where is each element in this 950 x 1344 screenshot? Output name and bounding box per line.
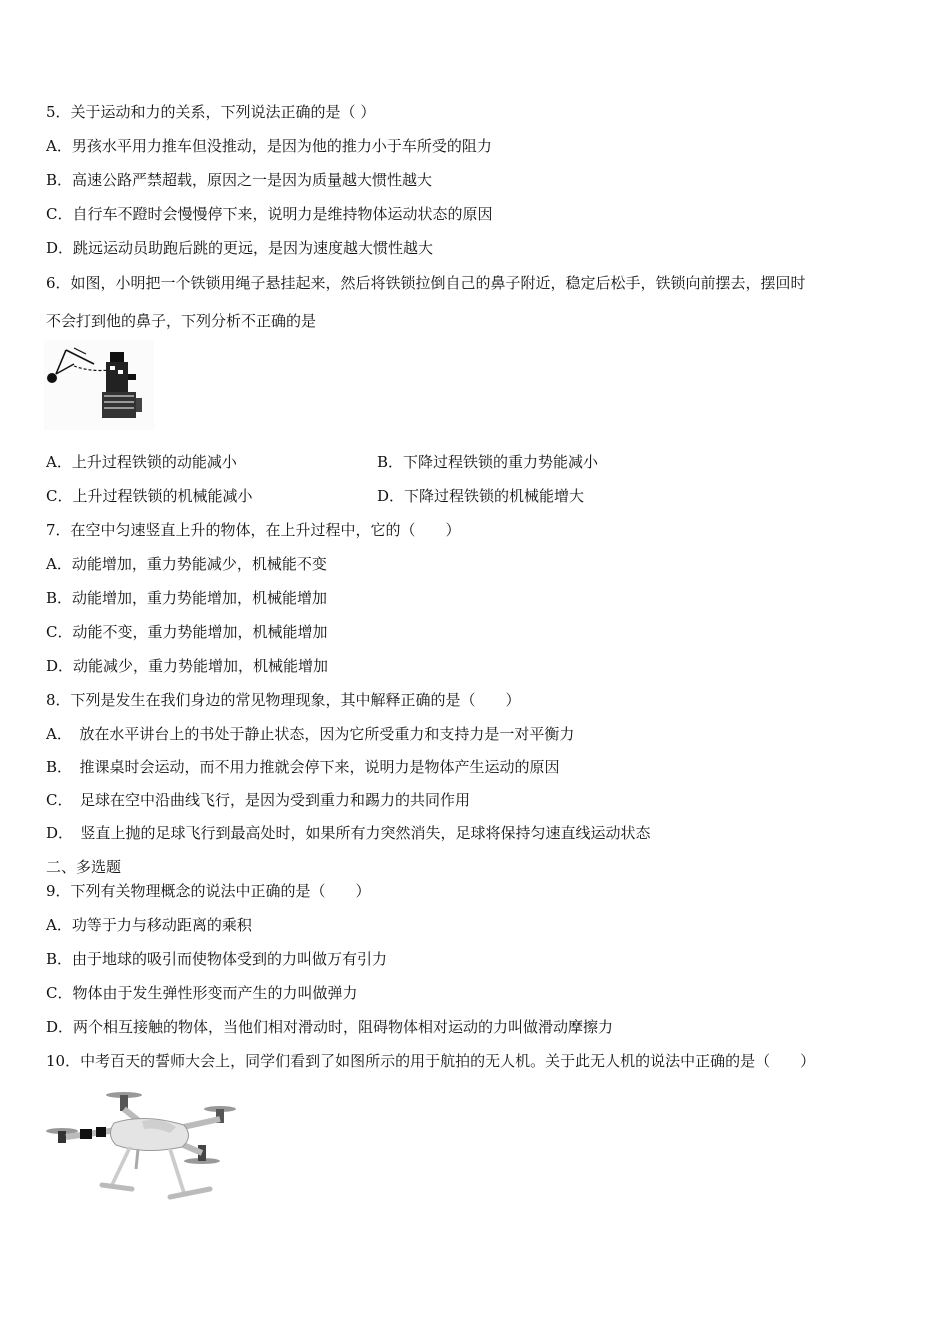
q8-option-b: B． 推课桌时会运动，而不用力推就会停下来，说明力是物体产生运动的原因: [46, 758, 560, 776]
q9-option-a: A．功等于力与移动距离的乘积: [46, 916, 252, 934]
q10-stem: 10．中考百天的誓师大会上，同学们看到了如图所示的用于航拍的无人机。关于此无人机的说法中正确的是（ ）: [46, 1052, 816, 1070]
q6-option-b: B．下降过程铁锁的重力势能减小: [377, 453, 599, 471]
q7-option-b: B．动能增加，重力势能增加，机械能增加: [46, 589, 328, 607]
q8-option-d: D． 竖直上抛的足球飞行到最高处时，如果所有力突然消失，足球将保持匀速直线运动状态: [46, 824, 651, 842]
q6-stem-line1: 6．如图，小明把一个铁锁用绳子悬挂起来，然后将铁锁拉倒自己的鼻子附近，稳定后松手，铁锁向前摆去，摆回时: [46, 274, 806, 292]
q5-option-a: A．男孩水平用力推车但没推动，是因为他的推力小于车所受的阻力: [46, 137, 492, 155]
q5-stem: 5．关于运动和力的关系，下列说法正确的是（ ）: [46, 103, 376, 121]
drone-figure: [44, 1085, 240, 1207]
q9-stem: 9．下列有关物理概念的说法中正确的是（ ）: [46, 882, 371, 900]
q5-option-c: C．自行车不蹬时会慢慢停下来，说明力是维持物体运动状态的原因: [46, 205, 493, 223]
q7-option-d: D．动能减少，重力势能增加，机械能增加: [46, 657, 329, 675]
q8-option-a: A． 放在水平讲台上的书处于静止状态，因为它所受重力和支持力是一对平衡力: [46, 725, 575, 743]
q7-option-c: C．动能不变，重力势能增加，机械能增加: [46, 623, 328, 641]
q7-option-a: A．动能增加，重力势能减少，机械能不变: [46, 555, 327, 573]
q6-stem-line2: 不会打到他的鼻子，下列分析不正确的是: [46, 312, 317, 330]
pendulum-lock-figure: [44, 340, 154, 430]
q5-option-b: B．高速公路严禁超载，原因之一是因为质量越大惯性越大: [46, 171, 433, 189]
q7-stem: 7．在空中匀速竖直上升的物体，在上升过程中，它的（ ）: [46, 521, 461, 539]
q9-option-c: C．物体由于发生弹性形变而产生的力叫做弹力: [46, 984, 358, 1002]
q9-option-b: B．由于地球的吸引而使物体受到的力叫做万有引力: [46, 950, 388, 968]
q6-option-d: D．下降过程铁锁的机械能增大: [377, 487, 585, 505]
q6-option-c: C．上升过程铁锁的机械能减小: [46, 487, 253, 505]
section-title-multiple-choice: 二、多选题: [46, 858, 122, 876]
q6-option-a: A．上升过程铁锁的动能减小: [46, 453, 237, 471]
q5-option-d: D．跳远运动员助跑后跳的更远，是因为速度越大惯性越大: [46, 239, 434, 257]
q8-option-c: C． 足球在空中沿曲线飞行，是因为受到重力和踢力的共同作用: [46, 791, 470, 809]
q9-option-d: D．两个相互接触的物体，当他们相对滑动时，阻碍物体相对运动的力叫做滑动摩擦力: [46, 1018, 614, 1036]
q8-stem: 8．下列是发生在我们身边的常见物理现象，其中解释正确的是（ ）: [46, 691, 521, 709]
